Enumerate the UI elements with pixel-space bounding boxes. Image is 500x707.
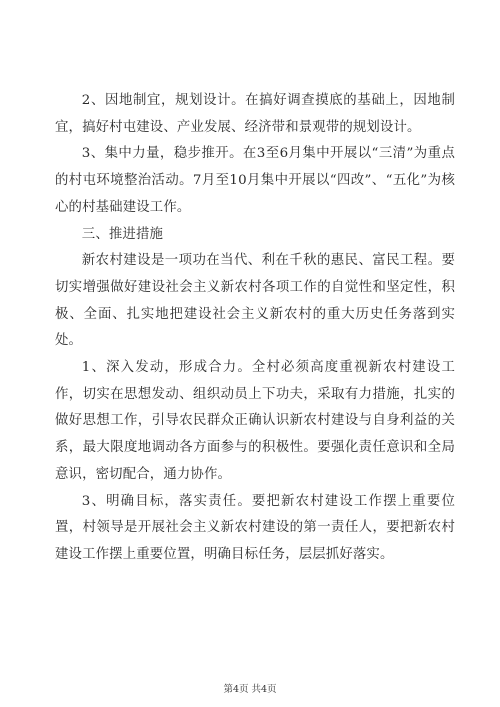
paragraph-introduction: 新农村建设是一项功在当代、利在千秋的惠民、富民工程。要切实增强做好建设社会主义新农村各项工作的自觉性和坚定性，积极、全面、扎实地把建设社会主义新农村的重大历史任务落到实处。 (55, 253, 455, 349)
document-body (55, 88, 455, 569)
paragraph-concentration: 3、集中力量，稳步推开。在3至6月集中开展以“三清”为重点的村屯环境整治活动。7月至10月集中开展以“四改”、“五化”为核心的村基础建设工作。 (55, 146, 455, 215)
paragraph-responsibility: 3、明确目标，落实责任。要把新农村建设工作摆上重要位置，村领导是开展社会主义新农村建设的第一责任人，要把新农村建设工作摆上重要位置，明确目标任务，层层抓好落实。 (55, 493, 455, 562)
section-heading-measures: 三、推进措施 (81, 226, 164, 242)
paragraph-mobilization: 1、深入发动，形成合力。全村必须高度重视新农村建设工作，切实在思想发动、组织动员上下功夫，采取有力措施，扎实的做好思想工作，引导农民群众正确认识新农村建设与自身利益的关系，最大限度地调动各方面参与的积极性。要强化责任意识和全局意识，密切配合，通力协作。 (55, 360, 455, 482)
paragraph-planning: 2、因地制宜，规划设计。在搞好调查摸底的基础上，因地制宜，搞好村屯建设、产业发展、经济带和景观带的规划设计。 (55, 93, 455, 135)
page-number-footer: 第4页 共4页 (223, 684, 277, 695)
